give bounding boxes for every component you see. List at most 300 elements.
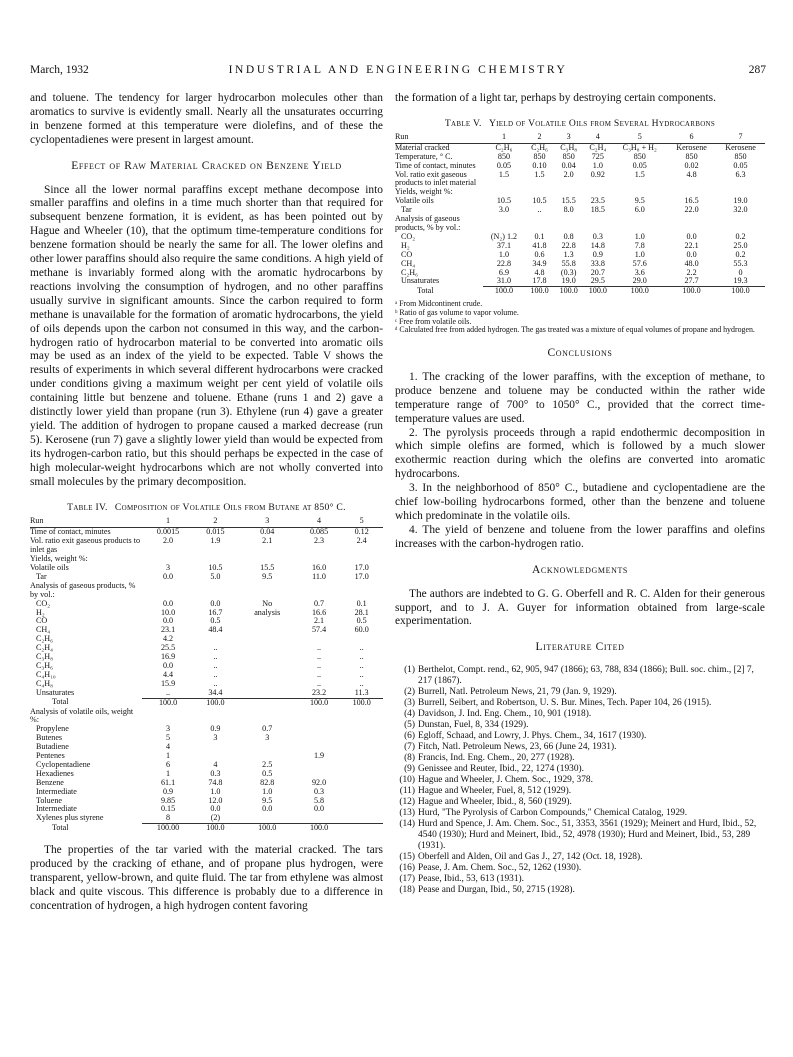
reference-number: (14) <box>399 819 415 830</box>
table-cell <box>298 734 341 743</box>
table-cell: 4.4 <box>162 669 174 679</box>
table-cell: 1.0 <box>592 160 603 170</box>
table-cell <box>340 752 383 761</box>
table-row <box>30 653 383 662</box>
table-row <box>395 188 765 197</box>
table-cell: 55.8 <box>561 258 576 268</box>
table-iv-caption <box>30 502 383 513</box>
table-cell: (2) <box>210 813 221 823</box>
table-row <box>30 609 383 618</box>
table-cell <box>237 708 298 726</box>
reference-text: Genissee and Reuter, Ibid., 22, 1274 (1930). <box>418 764 584 775</box>
table-cell: No <box>262 598 273 608</box>
reference-text: Pease and Durgan, Ibid., 50, 2715 (1928). <box>418 885 575 896</box>
reference-text: Hague and Wheeler, Fuel, 8, 512 (1929). <box>418 786 572 797</box>
row-label: Analysis of gaseous products, % by vol.: <box>395 214 461 232</box>
reference-text: Davidson, J. Ind. Eng. Chem., 10, 901 (1918). <box>418 709 592 720</box>
table-cell: 10.5 <box>532 196 547 206</box>
table-row <box>30 761 383 770</box>
row-label: Propylene <box>36 724 69 734</box>
table-cell: 0.3 <box>313 786 325 796</box>
table-cell: 0.0 <box>686 231 697 241</box>
table-cell <box>525 215 554 233</box>
table-cell: (0.3) <box>560 267 577 277</box>
table-cell: 2.0 <box>563 169 574 179</box>
table-cell: 100.0 <box>298 824 341 833</box>
table-cell: 1.0 <box>634 231 645 241</box>
column-header: 1 <box>483 133 525 143</box>
row-label: CO <box>401 249 413 259</box>
table-cell: 0.3 <box>210 768 221 778</box>
table-cell: 0.05 <box>632 160 647 170</box>
table-cell: 0.0 <box>313 804 325 814</box>
running-head <box>30 64 766 80</box>
table-cell <box>142 708 194 726</box>
table-cell <box>340 824 383 833</box>
row-label: CH₄ <box>401 258 416 268</box>
table-cell: 0.7 <box>313 598 325 608</box>
table-row <box>395 287 765 296</box>
table-cell: 1.9 <box>313 751 325 761</box>
table-row <box>30 662 383 671</box>
table-row <box>30 689 383 698</box>
table-cell: 34.4 <box>208 687 223 697</box>
table-cell: 27.7 <box>684 276 699 286</box>
table-v <box>395 133 765 296</box>
row-label: C₃H₆ <box>36 660 53 670</box>
reference-item <box>395 808 765 819</box>
table-cell: 0.02 <box>684 160 699 170</box>
table-cell: 5 <box>166 733 171 743</box>
table-cell: 850 <box>734 151 747 161</box>
reference-item <box>395 764 765 775</box>
row-label: Yields, weight %: <box>395 187 453 197</box>
table-cell: 4 <box>213 759 218 769</box>
acknowledgments-text: The authors are indebted to G. G. Oberfell and R. C. Alden for their generous support, and to J. A. Guyer for information obtained from large-scale experimentation. <box>395 587 765 628</box>
table-row <box>30 770 383 779</box>
table-row <box>395 242 765 251</box>
reference-number: (17) <box>399 874 415 885</box>
row-label: C₄H₈ <box>36 678 53 688</box>
table-cell: 850 <box>562 151 575 161</box>
column-header: 3 <box>237 517 298 527</box>
row-label: H₂ <box>36 607 45 617</box>
table-cell: 100.0 <box>298 698 341 707</box>
table-cell <box>194 582 237 600</box>
table-cell: 100.0 <box>194 698 237 707</box>
table-cell: 31.0 <box>496 276 512 286</box>
table-cell: C₂H₆ <box>531 142 548 152</box>
table-v-caption <box>395 118 765 129</box>
reference-text: Hurd and Spence, J. Am. Chem. Soc., 51, 3353, 3561 (1929); Meinert and Hurd, Ibid., 52, 4540 (1930); Hurd and Meinert, Ibid., 52, 4978 (1930); Hurd and Meinert, Ibid., 53, 289 (1931). <box>418 819 757 852</box>
table-cell: 1.5 <box>498 169 510 179</box>
table-cell: .. <box>317 669 322 679</box>
table-cell: 6.9 <box>498 267 510 277</box>
table-cell: 33.8 <box>590 258 605 268</box>
reference-number: (18) <box>399 885 415 896</box>
table-cell: 850 <box>633 151 646 161</box>
table-row <box>30 582 383 600</box>
table-cell <box>237 662 298 671</box>
table-cell: .. <box>213 669 218 679</box>
table-cell: 18.5 <box>590 205 605 215</box>
table-cell: .. <box>359 678 364 688</box>
table-cell <box>237 582 298 600</box>
row-label: Benzene <box>36 777 64 787</box>
column-header: 4 <box>298 517 341 527</box>
row-label: C₃H₈ <box>36 652 53 662</box>
reference-text: Dunstan, Fuel, 8, 334 (1929). <box>418 720 529 731</box>
table-cell: 23.2 <box>311 687 327 697</box>
table-cell: Kerosene <box>725 142 756 152</box>
table-cell <box>583 215 612 233</box>
table-iv <box>30 517 383 833</box>
reference-item <box>395 687 765 698</box>
table-cell: 82.8 <box>260 777 275 787</box>
paragraph: Since all the lower normal paraffins except methane decompose into smaller paraffins and olefins in a time much shorter than that required for subsequent benzene formation, it is evident, as has been pointed out by Hague and Wheeler (10), that the optimum time-temperature conditions for benzene formation should be nearly the same for all. The lower olefins and other lower paraffins should also require the same conditions. A high yield of methane is invariably formed along with the aromatic hydrocarbons by reactions involving the consumption of hydrogen, and no other paraffins usually survive in significant amounts. Since the carbon required to form methane is unavailable for the formation of aromatic hydrocarbons, the yield of oils depends upon the carbon not consumed in this way, and the carbon-hydrogen ratio of hydrocarbon material to be converted into aromatic oils may be used as an index of the yield to be expected. Table V shows the results of experiments in which several different hydrocarbons were cracked under conditions giving a maximum weight per cent yield of volatile oils containing little but benzene and toluene. Ethane (runs 1 and 2) gave a distinctly lower yield than propane (run 3). Ethylene (run 4) gave a greater yield. The addition of hydrogen to propane caused a marked decrease (run 5). Kerosene (run 7) gave a slightly lower yield than would be expected from its hydrogen-carbon ratio, but this should perhaps be expected in the case of high molecular-weight hydrocarbons which are not wholly converted into small molecules by the primary decomposition. <box>30 183 383 488</box>
table-cell: 1.9 <box>210 536 221 546</box>
reference-text: Berthelot, Compt. rend., 62, 905, 947 (1866); 63, 788, 834 (1866); Bull. soc. chim., [2] 7, 217 (1867). <box>418 665 754 687</box>
table-cell: 100.0 <box>340 698 383 707</box>
reference-text: Hurd, "The Pyrolysis of Carbon Compounds," Chemical Catalog, 1929. <box>418 808 688 819</box>
table-cell <box>340 770 383 779</box>
reference-text: Burrell, Natl. Petroleum News, 21, 79 (Jan. 9, 1929). <box>418 687 617 698</box>
table-cell: 29.0 <box>632 276 647 286</box>
table-cell <box>667 215 716 233</box>
table-cell: 1.0 <box>262 786 273 796</box>
table-cell: 4.8 <box>686 169 697 179</box>
table-cell: 6.3 <box>735 169 746 179</box>
reference-number: (16) <box>399 863 415 874</box>
table-cell: 3.0 <box>498 205 510 215</box>
table-cell: 100.0 <box>667 287 716 296</box>
table-cell <box>340 743 383 752</box>
reference-item <box>395 698 765 709</box>
table-cell <box>237 644 298 653</box>
table-cell: 0.5 <box>210 616 221 626</box>
row-label: Total <box>52 822 69 832</box>
table-cell: 16.6 <box>311 607 327 617</box>
table-cell: 7.8 <box>634 240 645 250</box>
table-cell: 0.2 <box>735 231 746 241</box>
table-cell <box>194 708 237 726</box>
column-header: 5 <box>612 133 667 143</box>
row-label: Xylenes plus styrene <box>36 813 104 823</box>
table-cell: 48.0 <box>684 258 699 268</box>
reference-text: Oberfell and Alden, Oil and Gas J., 27, 142 (Oct. 18, 1928). <box>418 852 643 863</box>
table-cell <box>340 779 383 788</box>
table-cell: 0.0 <box>686 249 697 259</box>
reference-item <box>395 720 765 731</box>
column-header: 1 <box>142 517 194 527</box>
table-row <box>30 600 383 609</box>
table-cell: 0.0 <box>210 598 221 608</box>
journal-title: INDUSTRIAL AND ENGINEERING CHEMISTRY <box>228 64 568 76</box>
reference-number: (9) <box>404 764 415 775</box>
table-row <box>395 233 765 242</box>
table-cell: 100.0 <box>194 824 237 833</box>
column-header: 3 <box>554 133 583 143</box>
table-cell: 0.0 <box>262 804 273 814</box>
table-cell: 1.5 <box>634 169 645 179</box>
table-cell: 32.0 <box>733 205 748 215</box>
table-cell: 0.05 <box>733 160 748 170</box>
table-cell: 2.0 <box>162 536 174 546</box>
reference-text: Hague and Wheeler, Ibid., 8, 560 (1929). <box>418 797 572 808</box>
table-cell: 15.5 <box>260 563 275 572</box>
table-row <box>30 537 383 555</box>
table-cell: 3 <box>213 733 218 743</box>
table-cell: 0.15 <box>160 804 176 814</box>
table-cell: 22.1 <box>684 240 699 250</box>
reference-item <box>395 852 765 863</box>
table-row <box>30 708 383 726</box>
table-cell: 29.5 <box>590 276 605 286</box>
table-cell: 1.0 <box>634 249 645 259</box>
row-label: Toluene <box>36 795 62 805</box>
table-cell: 0.0015 <box>156 527 180 537</box>
table-cell: 0.9 <box>592 249 603 259</box>
conclusion-1: 1. The cracking of the lower paraffins, with the exception of methane, to produce benzene and toluene may be conducted within the rather wide temperature range of 700° to 1050° C., provided that the correct time-temperature values are used. <box>395 370 765 425</box>
reference-item <box>395 709 765 720</box>
table-cell <box>340 814 383 823</box>
table-cell: 9.5 <box>262 795 273 805</box>
reference-number: (10) <box>399 775 415 786</box>
conclusion-3: 3. In the neighborhood of 850° C., butadiene and cyclopentadiene are the chief low-boiling hydrocarbons formed, other than the benzene and toluene which predominate in the volatile oils. <box>395 482 765 522</box>
table-cell: 60.0 <box>354 625 369 635</box>
table-cell: .. <box>317 660 322 670</box>
table-cell: 4 <box>166 742 171 752</box>
row-label: Temperature, ° C. <box>395 151 453 161</box>
table-cell: 0.7 <box>262 724 273 734</box>
table-cell: 1.0 <box>210 786 221 796</box>
table-cell: 0.04 <box>561 160 576 170</box>
table-cell <box>237 680 298 689</box>
table-row <box>395 171 765 189</box>
column-header: 2 <box>525 133 554 143</box>
reference-number: (3) <box>404 698 415 709</box>
table-cell: 100.0 <box>483 287 525 296</box>
table-v-footnotes <box>395 300 765 335</box>
table-cell: 2.1 <box>313 616 325 626</box>
table-cell <box>237 635 298 644</box>
table-cell: 55.3 <box>733 258 748 268</box>
table-cell: 0.0 <box>162 598 174 608</box>
table-cell <box>340 582 383 600</box>
table-cell: 14.8 <box>590 240 605 250</box>
table-cell: .. <box>359 643 364 653</box>
table-cell <box>340 734 383 743</box>
row-label: Intermediate <box>36 786 77 796</box>
table-cell: 850 <box>533 151 546 161</box>
table-cell: 850 <box>685 151 698 161</box>
table-row <box>30 725 383 734</box>
column-header: 5 <box>340 517 383 527</box>
table-cell <box>340 761 383 770</box>
row-label: C₂H₆ <box>36 634 53 644</box>
table-cell: 34.9 <box>532 258 547 268</box>
table-cell: 0.8 <box>563 231 574 241</box>
row-label: CO₂ <box>401 231 416 241</box>
table-cell: .. <box>213 678 218 688</box>
table-row <box>30 788 383 797</box>
row-label: Pentenes <box>36 751 65 761</box>
table-cell: 3.6 <box>634 267 645 277</box>
section-heading: Conclusions <box>547 347 613 360</box>
table-cell <box>237 689 298 698</box>
table-row <box>395 269 765 278</box>
table-cell: 6 <box>166 759 171 769</box>
table-cell: .. <box>166 687 171 697</box>
table-cell: 2.2 <box>686 267 697 277</box>
table-cell: 25.0 <box>733 240 748 250</box>
reference-item <box>395 731 765 742</box>
column-header: 6 <box>667 133 716 143</box>
table-cell: 0.3 <box>592 231 603 241</box>
column-header: 2 <box>194 517 237 527</box>
reference-item <box>395 742 765 753</box>
table-row <box>395 197 765 206</box>
table-row <box>30 734 383 743</box>
table-cell <box>237 671 298 680</box>
table-cell: 9.5 <box>262 571 273 581</box>
table-cell: 0.085 <box>309 527 329 537</box>
footnote: ᵈ Calculated free from added hydrogen. The gas treated was a mixture of equal volumes of propane and hydrogen. <box>395 325 755 335</box>
reference-text: Fitch, Natl. Petroleum News, 23, 66 (June 24, 1931). <box>418 742 617 753</box>
table-cell: 0.5 <box>262 768 273 778</box>
table-cell: 100.0 <box>583 287 612 296</box>
table-cell: 0.0 <box>162 660 174 670</box>
reference-number: (13) <box>399 808 415 819</box>
table-cell: .. <box>213 660 218 670</box>
table-cell: 1.0 <box>498 249 510 259</box>
table-cell: 100.0 <box>525 287 554 296</box>
table-cell: 23.1 <box>160 625 176 635</box>
column-header: 4 <box>583 133 612 143</box>
reference-text: Pease, J. Am. Chem. Soc., 52, 1262 (1930). <box>418 863 582 874</box>
reference-text: Pease, Ibid., 53, 613 (1931). <box>418 874 524 885</box>
table-cell: 57.4 <box>311 625 327 635</box>
reference-item <box>395 665 765 687</box>
reference-number: (1) <box>404 665 415 676</box>
reference-number: (7) <box>404 742 415 753</box>
section-heading: Literature Cited <box>535 641 625 654</box>
table-cell: 9.5 <box>634 196 645 206</box>
table-cell: 0.1 <box>356 598 367 608</box>
reference-number: (6) <box>404 731 415 742</box>
table-cell: .. <box>359 660 364 670</box>
row-label: Total <box>52 697 69 707</box>
table-label: Table V. <box>444 117 482 129</box>
table-cell: C₃H₈ <box>560 142 578 152</box>
reference-number: (5) <box>404 720 415 731</box>
paragraph: the formation of a light tar, perhaps by destroying certain components. <box>395 92 716 104</box>
table-cell: 15.5 <box>561 196 576 206</box>
table-cell: 28.1 <box>354 607 369 617</box>
table-cell: 100.0 <box>612 287 667 296</box>
table-cell: C₃H₈ + H₂ <box>622 142 657 152</box>
table-cell: 725 <box>591 151 604 161</box>
row-label: C₂H₆ <box>401 267 418 277</box>
table-cell <box>612 215 667 233</box>
table-cell: 16.5 <box>684 196 699 206</box>
table-row <box>30 779 383 788</box>
table-cell: 0.04 <box>260 527 275 537</box>
column-header: 7 <box>716 133 765 143</box>
section-heading: Effect of Raw Material Cracked on Benzene Yield <box>71 159 342 172</box>
reference-item <box>395 874 765 885</box>
table-cell <box>142 582 194 600</box>
reference-item <box>395 797 765 808</box>
table-cell <box>298 725 341 734</box>
reference-number: (15) <box>399 852 415 863</box>
row-label: Time of contact, minutes <box>395 160 476 170</box>
table-cell <box>340 797 383 806</box>
table-cell <box>554 215 583 233</box>
table-cell: 92.0 <box>311 777 327 787</box>
table-cell <box>483 215 525 233</box>
table-cell <box>194 743 237 752</box>
table-cell: 0 <box>738 267 743 277</box>
table-cell: 8.0 <box>563 205 574 215</box>
table-cell: 0.9 <box>210 724 221 734</box>
paragraph: The properties of the tar varied with the material cracked. The tars produced by the cracking of ethane, and of propane plus hydrogen, were transparent, yellow-brown, and quite fluid. The tar from ethylene was almost black and quite viscous. This difference is probably due to a difference in concentration of hydrogen, a high hydrogen content favoring <box>30 844 383 912</box>
row-label: C₄H₁₀ <box>36 669 56 679</box>
row-label: Hexadienes <box>36 768 74 778</box>
table-cell: 19.0 <box>733 196 748 206</box>
row-label: Unsaturates <box>36 687 75 697</box>
table-cell: 61.1 <box>160 777 176 787</box>
footnote: ᵇ Ratio of gas volume to vapor volume. <box>395 307 519 317</box>
table-cell: 0.6 <box>534 249 545 259</box>
table-cell: 9.85 <box>160 795 176 805</box>
table-cell: 0.5 <box>356 616 367 626</box>
table-cell: 0.92 <box>590 169 605 179</box>
table-cell: 0.1 <box>534 231 545 241</box>
table-cell: 1.3 <box>563 249 574 259</box>
row-label: CO <box>36 616 48 626</box>
table-cell: 15.9 <box>160 678 176 688</box>
table-cell: 0.0 <box>210 804 221 814</box>
conclusion-2: 2. The pyrolysis proceeds through a rapid endothermic decomposition in which simple olefins are formed, which is followed by a much slower exothermic reaction during which the olefins are converted into aromatic hydrocarbons. <box>395 426 765 481</box>
table-cell: 19.3 <box>733 276 748 286</box>
table-cell: 0.10 <box>532 160 547 170</box>
table-cell: 2.5 <box>262 759 273 769</box>
table-cell: .. <box>317 643 322 653</box>
table-cell: 0.0 <box>162 616 174 626</box>
table-cell: C₂H₄ <box>589 142 607 152</box>
table-cell <box>340 725 383 734</box>
table-row <box>30 680 383 689</box>
table-title: Composition of Volatile Oils from Butane at 850° C. <box>114 502 346 514</box>
table-cell: 74.8 <box>208 777 223 787</box>
table-cell: 57.6 <box>632 258 647 268</box>
table-cell: 11.3 <box>354 687 369 697</box>
table-cell: 11.0 <box>312 571 326 581</box>
row-label: Cyclopentadiene <box>36 759 91 769</box>
table-cell: 3 <box>265 733 270 743</box>
table-cell: 22.8 <box>496 258 512 268</box>
table-cell: 100.0 <box>237 824 298 833</box>
row-label: Analysis of gaseous products, % by vol.: <box>30 580 136 599</box>
table-cell: 100.0 <box>554 287 583 296</box>
row-label: Unsaturates <box>401 276 440 286</box>
table-cell: 20.7 <box>590 267 605 277</box>
left-column <box>30 92 383 914</box>
row-label: Volatile oils <box>395 196 434 206</box>
table-cell: .. <box>317 678 322 688</box>
table-cell: analysis <box>254 607 281 617</box>
